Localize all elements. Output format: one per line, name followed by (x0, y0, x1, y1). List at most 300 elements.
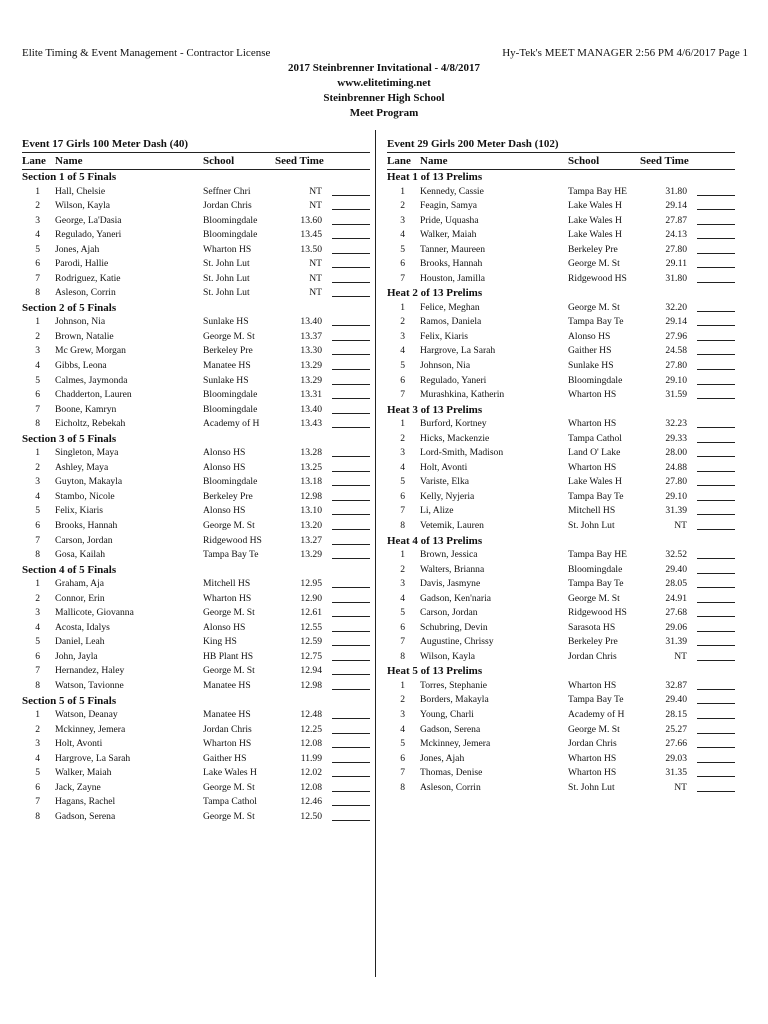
header-left: Elite Timing & Event Management - Contractor License (22, 47, 271, 59)
lane-number: 2 (400, 200, 405, 212)
lane-number: 1 (35, 578, 40, 590)
entry-row (387, 359, 735, 374)
entry-row (22, 548, 370, 563)
entry-row (22, 286, 370, 301)
entry-row (387, 548, 735, 563)
lane-number: 2 (35, 592, 40, 604)
result-blank-line (332, 529, 370, 530)
entry-row (22, 199, 370, 214)
seed-time: 13.29 (300, 549, 322, 561)
entry-row (387, 781, 735, 796)
athlete-name: Brooks, Hannah (55, 519, 118, 531)
result-blank-line (332, 762, 370, 763)
entry-row (387, 257, 735, 272)
result-blank-line (332, 296, 370, 297)
lane-number: 7 (400, 389, 405, 401)
athlete-name: Watson, Tavionne (55, 679, 124, 691)
entry-row (22, 243, 370, 258)
athlete-name: Burford, Kortney (420, 418, 487, 430)
lane-number: 1 (35, 447, 40, 459)
event-column-left (22, 137, 370, 824)
lane-number: 8 (400, 519, 405, 531)
lane-number: 8 (35, 679, 40, 691)
school-name: Tampa Bay Te (203, 549, 259, 561)
entry-row (22, 315, 370, 330)
athlete-name: Young, Charli (420, 709, 474, 720)
school-name: Jordan Chris (203, 200, 252, 212)
athlete-name: Watson, Deanay (55, 709, 118, 720)
school-name: George M. St (568, 723, 620, 735)
school-name: Land O' Lake (568, 447, 621, 459)
seed-time: 13.43 (300, 418, 322, 430)
result-blank-line (332, 253, 370, 254)
athlete-name: Guyton, Makayla (55, 476, 123, 488)
athlete-name: Regulado, Yaneri (55, 229, 122, 241)
result-blank-line (332, 224, 370, 225)
lane-number: 3 (400, 214, 405, 226)
athlete-name: Li, Alize (420, 505, 454, 517)
lane-number: 2 (35, 723, 40, 735)
seed-time: 27.68 (665, 607, 687, 619)
school-name: Berkeley Pre (203, 345, 253, 357)
lane-number: 6 (400, 752, 405, 764)
school-name: Alonso HS (203, 505, 246, 517)
athlete-name: Mc Grew, Morgan (55, 345, 126, 357)
entry-row (387, 417, 735, 432)
athlete-name: Davis, Jasmyne (420, 578, 481, 590)
school-name: Bloomingdale (203, 476, 258, 488)
result-blank-line (697, 238, 735, 239)
athlete-name: Stambo, Nicole (55, 490, 115, 502)
school-name: Seffner Chri (203, 185, 251, 197)
lane-number: 4 (35, 490, 40, 502)
result-blank-line (332, 674, 370, 675)
athlete-name: Carson, Jordan (420, 607, 478, 619)
seed-time: NT (309, 200, 322, 212)
lane-number: 7 (400, 272, 405, 284)
school-name: HB Plant HS (203, 650, 254, 662)
seed-time: 13.60 (300, 214, 322, 226)
seed-time: 29.14 (665, 316, 687, 328)
lane-number: 4 (35, 229, 40, 241)
entry-row (22, 228, 370, 243)
school-name: Wharton HS (203, 243, 252, 255)
school-name: Manatee HS (203, 360, 251, 372)
seed-time: 29.40 (665, 694, 687, 706)
lane-number: 5 (35, 243, 40, 255)
entry-row (387, 214, 735, 229)
result-blank-line (697, 267, 735, 268)
lane-number: 4 (35, 360, 40, 372)
athlete-name: Hagans, Rachel (55, 796, 116, 808)
section-heading: Heat 4 of 13 Prelims (387, 534, 483, 547)
entry-row (22, 534, 370, 549)
lane-number: 8 (35, 810, 40, 822)
athlete-name: Acosta, Idalys (55, 621, 110, 633)
result-blank-line (332, 805, 370, 806)
school-name: Wharton HS (568, 752, 617, 764)
meet-title: 2017 Steinbrenner Invitational - 4/8/2017 (287, 62, 481, 74)
seed-time: 13.45 (300, 229, 322, 241)
school-name: Manatee HS (203, 679, 251, 691)
result-blank-line (332, 587, 370, 588)
entry-row (387, 315, 735, 330)
event-title: Event 17 Girls 100 Meter Dash (40) (22, 138, 188, 150)
entry-row (22, 504, 370, 519)
school-name: Tampa Bay Te (568, 694, 624, 706)
event-title: Event 29 Girls 200 Meter Dash (102) (387, 138, 559, 150)
athlete-name: Mckinney, Jemera (420, 738, 491, 750)
entry-row (387, 504, 735, 519)
seed-time: NT (309, 287, 322, 299)
athlete-name: Borders, Makayla (420, 694, 489, 706)
school-name: Bloomingdale (203, 214, 258, 226)
result-blank-line (332, 718, 370, 719)
entry-row (22, 185, 370, 200)
seed-time: 27.80 (665, 476, 687, 488)
seed-time: 29.03 (665, 752, 687, 764)
school-name: Wharton HS (203, 592, 252, 604)
seed-time: 12.98 (300, 490, 322, 502)
entry-row (22, 650, 370, 665)
seed-time: 27.96 (665, 330, 687, 342)
school-name: George M. St (568, 301, 620, 313)
result-blank-line (332, 514, 370, 515)
athlete-name: Torres, Stephanie (420, 679, 487, 691)
entry-row (22, 766, 370, 781)
result-blank-line (332, 471, 370, 472)
lane-number: 5 (400, 607, 405, 619)
athlete-name: Schubring, Devin (420, 621, 488, 633)
seed-time: 12.98 (300, 679, 322, 691)
result-blank-line (332, 369, 370, 370)
school-name: Bloomingdale (203, 389, 258, 401)
result-blank-line (697, 442, 735, 443)
entry-row (387, 446, 735, 461)
result-blank-line (332, 544, 370, 545)
school-name: Academy of H (203, 418, 260, 430)
entry-row (22, 679, 370, 694)
result-blank-line (697, 602, 735, 603)
result-blank-line (697, 616, 735, 617)
school-name: Bloomingdale (203, 403, 258, 415)
result-blank-line (697, 747, 735, 748)
seed-time: 31.59 (665, 389, 687, 401)
column-header-school: School (568, 155, 600, 167)
entry-row (22, 810, 370, 825)
school-name: Alonso HS (203, 447, 246, 459)
lane-number: 3 (400, 578, 405, 590)
school-name: George M. St (203, 330, 255, 342)
lane-number: 6 (400, 374, 405, 386)
result-blank-line (332, 776, 370, 777)
lane-number: 2 (400, 316, 405, 328)
lane-number: 4 (400, 229, 405, 241)
seed-time: 32.87 (665, 679, 687, 691)
athlete-name: Holt, Avonti (420, 461, 468, 473)
athlete-name: Johnson, Nia (55, 316, 106, 328)
entry-row (387, 461, 735, 476)
athlete-name: Walters, Brianna (420, 563, 485, 575)
entry-row (387, 679, 735, 694)
seed-time: 13.28 (300, 447, 322, 459)
seed-time: 31.35 (665, 767, 687, 779)
lane-number: 4 (400, 461, 405, 473)
school-name: Gaither HS (203, 752, 247, 764)
school-name: Jordan Chris (568, 650, 617, 662)
result-blank-line (697, 791, 735, 792)
column-header-school: School (203, 155, 235, 167)
lane-number: 4 (400, 345, 405, 357)
result-blank-line (697, 660, 735, 661)
lane-number: 4 (35, 621, 40, 633)
lane-number: 5 (35, 505, 40, 517)
lane-number: 1 (400, 418, 405, 430)
seed-time: 28.05 (665, 578, 687, 590)
athlete-name: Regulado, Yaneri (420, 374, 487, 386)
seed-time: 12.08 (300, 781, 322, 793)
school-name: Ridgewood HS (568, 607, 627, 619)
athlete-name: Vetemik, Lauren (420, 519, 484, 531)
athlete-name: Felix, Kiaris (55, 505, 103, 517)
entry-row (22, 475, 370, 490)
lane-number: 6 (35, 258, 40, 270)
entry-row (387, 606, 735, 621)
entry-row (22, 723, 370, 738)
athlete-name: Hernandez, Haley (55, 665, 125, 677)
result-blank-line (332, 689, 370, 690)
seed-time: 29.11 (665, 258, 687, 270)
school-name: St. John Lut (203, 287, 250, 299)
athlete-name: Jones, Ajah (55, 243, 100, 255)
school-name: George M. St (203, 665, 255, 677)
athlete-name: Singleton, Maya (55, 447, 119, 459)
lane-number: 6 (35, 519, 40, 531)
result-blank-line (697, 282, 735, 283)
seed-time: 12.59 (300, 636, 322, 648)
entry-row (22, 403, 370, 418)
athlete-name: Connor, Erin (55, 592, 105, 604)
lane-number: 3 (35, 214, 40, 226)
school-name: Tampa Bay Te (568, 578, 624, 590)
lane-number: 5 (400, 476, 405, 488)
lane-number: 8 (400, 650, 405, 662)
seed-time: 12.94 (300, 665, 322, 677)
section-heading: Section 2 of 5 Finals (22, 301, 117, 314)
lane-number: 3 (35, 738, 40, 750)
seed-time: 32.20 (665, 301, 687, 313)
entry-row (387, 199, 735, 214)
school-name: Tampa Bay HE (568, 549, 628, 561)
entry-row (387, 374, 735, 389)
athlete-name: Kennedy, Cassie (420, 185, 484, 197)
school-name: St. John Lut (568, 519, 615, 531)
school-name: Bloomingdale (568, 374, 623, 386)
athlete-name: Asleson, Corrin (55, 287, 116, 299)
lane-number: 1 (400, 301, 405, 313)
result-blank-line (332, 820, 370, 821)
result-blank-line (697, 311, 735, 312)
entry-row (22, 272, 370, 287)
school-name: Gaither HS (568, 345, 612, 357)
result-blank-line (697, 587, 735, 588)
entry-row (387, 388, 735, 403)
athlete-name: Felix, Kiaris (420, 330, 468, 342)
result-blank-line (697, 573, 735, 574)
seed-time: 24.58 (665, 345, 687, 357)
athlete-name: Ashley, Maya (55, 461, 109, 473)
entry-row (387, 723, 735, 738)
school-name: St. John Lut (203, 272, 250, 284)
school-name: Tampa Bay Te (568, 316, 624, 328)
school-name: Mitchell HS (203, 578, 251, 590)
school-name: Lake Wales H (568, 476, 622, 488)
seed-time: NT (674, 650, 687, 662)
athlete-name: Holt, Avonti (55, 738, 103, 750)
result-blank-line (697, 645, 735, 646)
section-heading: Section 3 of 5 Finals (22, 432, 117, 445)
school-name: Wharton HS (568, 389, 617, 401)
athlete-name: Mckinney, Jemera (55, 723, 126, 735)
lane-number: 3 (400, 330, 405, 342)
lane-number: 6 (400, 490, 405, 502)
athlete-name: Murashkina, Katherin (420, 389, 505, 401)
school-name: St. John Lut (568, 781, 615, 793)
seed-time: 12.46 (300, 796, 322, 808)
lane-number: 6 (400, 621, 405, 633)
entry-row (22, 417, 370, 432)
athlete-name: Brown, Jessica (420, 549, 478, 561)
athlete-name: Ramos, Daniela (420, 316, 482, 328)
school-name: Ridgewood HS (568, 272, 627, 284)
seed-time: 31.39 (665, 505, 687, 517)
lane-number: 6 (35, 781, 40, 793)
athlete-name: John, Jayla (55, 650, 98, 662)
result-blank-line (697, 631, 735, 632)
athlete-name: George, La'Dasia (55, 214, 122, 226)
athlete-name: Gibbs, Leona (55, 360, 107, 372)
seed-time: 12.90 (300, 592, 322, 604)
meet-program-label: Meet Program (349, 107, 419, 119)
lane-number: 8 (35, 287, 40, 299)
seed-time: 32.23 (665, 418, 687, 430)
athlete-name: Hargrove, La Sarah (420, 345, 496, 357)
section-heading: Heat 1 of 13 Prelims (387, 171, 483, 183)
entry-row (387, 272, 735, 287)
entry-row (387, 737, 735, 752)
school-name: King HS (203, 636, 237, 648)
lane-number: 5 (400, 738, 405, 750)
entry-row (22, 388, 370, 403)
result-blank-line (697, 718, 735, 719)
lane-number: 4 (35, 752, 40, 764)
entry-row (22, 664, 370, 679)
result-blank-line (697, 529, 735, 530)
athlete-name: Kelly, Nyjeria (420, 490, 475, 502)
entry-row (22, 708, 370, 723)
school-name: George M. St (568, 258, 620, 270)
seed-time: 28.00 (665, 447, 687, 459)
entry-row (387, 766, 735, 781)
entry-row (22, 446, 370, 461)
seed-time: 13.20 (300, 519, 322, 531)
entry-row (387, 621, 735, 636)
athlete-name: Walker, Maiah (55, 767, 112, 779)
school-name: Alonso HS (203, 461, 246, 473)
column-header-lane: Lane (387, 155, 411, 167)
athlete-name: Rodriguez, Katie (55, 272, 121, 284)
seed-time: 12.08 (300, 738, 322, 750)
athlete-name: Gadson, Ken'naria (420, 592, 491, 604)
entry-row (387, 330, 735, 345)
school-name: Sarasota HS (568, 621, 616, 633)
result-blank-line (332, 558, 370, 559)
athlete-name: Mallicote, Giovanna (55, 607, 134, 619)
lane-number: 4 (400, 592, 405, 604)
entry-row (22, 344, 370, 359)
result-blank-line (697, 733, 735, 734)
athlete-name: Wilson, Kayla (420, 650, 476, 662)
result-blank-line (332, 791, 370, 792)
lane-number: 5 (35, 374, 40, 386)
entry-row (22, 737, 370, 752)
result-blank-line (697, 195, 735, 196)
entry-row (22, 781, 370, 796)
lane-number: 1 (35, 709, 40, 720)
entry-row (387, 650, 735, 665)
section-heading: Heat 2 of 13 Prelims (387, 287, 483, 300)
entry-row (387, 519, 735, 534)
seed-time: 12.55 (300, 621, 322, 633)
lane-number: 8 (400, 781, 405, 793)
athlete-name: Variste, Elka (420, 476, 470, 488)
entry-row (22, 752, 370, 767)
result-blank-line (697, 340, 735, 341)
seed-time: 12.95 (300, 578, 322, 590)
seed-time: NT (309, 272, 322, 284)
result-blank-line (332, 267, 370, 268)
school-name: Wharton HS (568, 767, 617, 779)
entry-row (387, 344, 735, 359)
seed-time: 27.66 (665, 738, 687, 750)
entry-row (22, 490, 370, 505)
lane-number: 2 (400, 563, 405, 575)
seed-time: 13.40 (300, 403, 322, 415)
school-name: George M. St (203, 607, 255, 619)
school-name: Wharton HS (568, 461, 617, 473)
athlete-name: Augustine, Chrissy (420, 636, 494, 648)
athlete-name: Houston, Jamilla (420, 272, 486, 284)
school-name: St. John Lut (203, 258, 250, 270)
school-name: Lake Wales H (568, 214, 622, 226)
entry-row (387, 301, 735, 316)
result-blank-line (697, 325, 735, 326)
school-name: Alonso HS (568, 330, 611, 342)
school-name: Berkeley Pre (568, 243, 618, 255)
entry-row (22, 606, 370, 621)
entry-row (387, 563, 735, 578)
result-blank-line (332, 602, 370, 603)
column-header-lane: Lane (22, 155, 46, 167)
athlete-name: Hall, Chelsie (55, 185, 106, 197)
result-blank-line (697, 762, 735, 763)
seed-time: 13.18 (300, 476, 322, 488)
entry-row (387, 693, 735, 708)
seed-time: 27.80 (665, 243, 687, 255)
athlete-name: Asleson, Corrin (420, 781, 481, 793)
header-right: Hy-Tek's MEET MANAGER 2:56 PM 4/6/2017 Page 1 (502, 47, 748, 59)
athlete-name: Hicks, Mackenzie (420, 432, 490, 444)
